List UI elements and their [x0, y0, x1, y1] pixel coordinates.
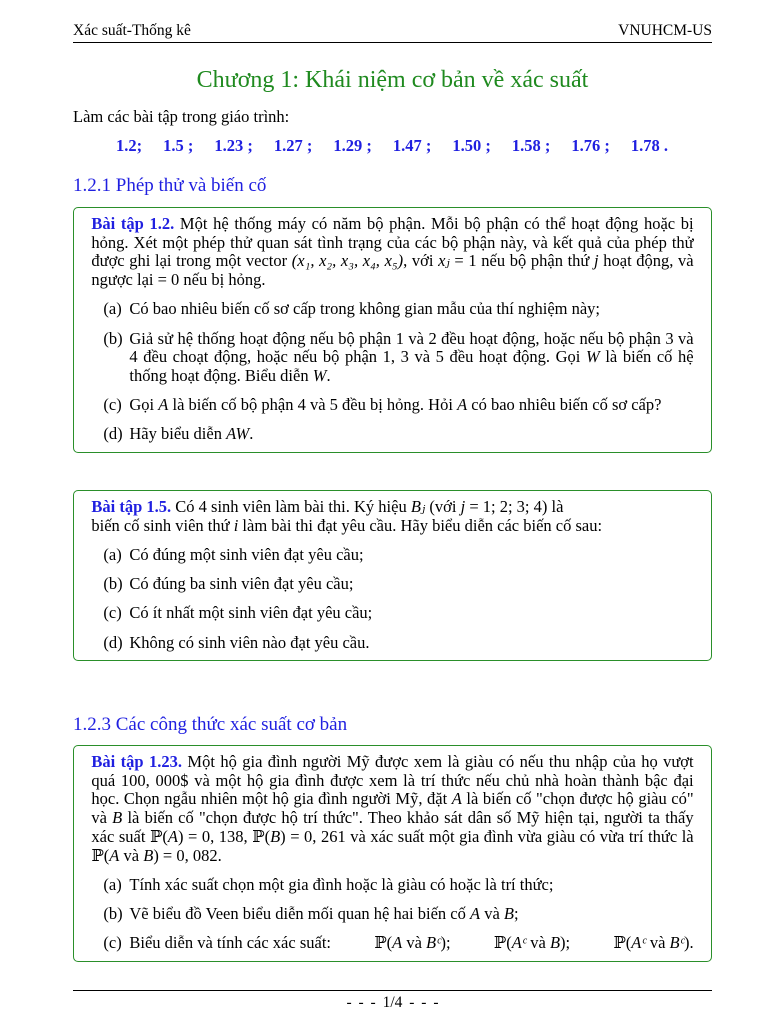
page-number: - - - 1/4 - - -: [346, 994, 439, 1011]
math-expression: B: [112, 808, 123, 828]
subquestion-marker: (a): [103, 299, 122, 319]
text-run: = 1 nếu bộ phận thứ: [449, 251, 595, 271]
text-run: Giả sử hệ thống hoạt động nếu bộ phận 1 và 2 đều hoạt động, hoặc nếu bộ phận 3 và 4 đều choạt động, hoặc nếu bộ phận 1, 3 và 5 đều hoạt động. Gọi: [129, 328, 694, 367]
math-expression: A: [451, 789, 462, 809]
text-run: Biểu diễn và tính các xác suất:: [129, 933, 331, 953]
subquestion-marker: (a): [103, 874, 122, 894]
text-run: là biến cố bộ phận 4 và 5 đều bị hỏng. Hỏi: [168, 395, 458, 415]
subquestion-b: [91, 575, 693, 594]
subquestion-marker: (b): [103, 328, 123, 348]
subquestion-a: [91, 876, 693, 895]
math-expression: xⱼ: [438, 251, 450, 271]
text-run: hoạt động, và ngược lại = 0 nếu bị hỏng.: [91, 251, 694, 290]
text-run: và: [402, 933, 427, 953]
subquestion-text: [129, 300, 693, 319]
subquestion-marker: (d): [103, 632, 123, 652]
subquestion-text: [129, 425, 693, 444]
section-heading: 1.2.1 Phép thử và biến cố: [73, 175, 267, 196]
exercise-number: 1.2;: [116, 136, 143, 155]
exercise-statement: [91, 215, 693, 290]
exercise-statement: [91, 498, 693, 535]
text-run: làm bài thi đạt yêu cầu. Hãy biểu diễn các biến cố sau:: [238, 515, 603, 535]
math-expression: A: [457, 395, 468, 415]
text-run: và: [119, 845, 144, 865]
text-run: là biến cố "chọn được hộ trí thức". Theo khảo sát dân số Mỹ hiện tại, người ta thấy xác suất ℙ(: [91, 808, 694, 846]
subquestion-d: [91, 634, 693, 653]
intro-text: Làm các bài tập trong giáo trình:: [73, 107, 290, 126]
math-expression: Bᶜ: [669, 933, 684, 953]
subquestion-marker: (d): [103, 424, 123, 444]
text-run: ℙ(: [613, 933, 632, 953]
text-run: ) = 0, 082.: [153, 845, 222, 865]
text-run: Vẽ biểu đồ Veen biểu diễn mối quan hệ hai biến cố: [129, 903, 470, 923]
text-run: Tính xác suất chọn một gia đình hoặc là giàu có hoặc là trí thức;: [129, 874, 554, 894]
subquestion-c: [91, 604, 693, 623]
text-run: ) = 0, 261 và xác suất một gia đình vừa giàu có vừa trí thức là ℙ(: [91, 826, 694, 865]
text-run: ) = 0, 138, ℙ(: [177, 826, 271, 846]
probability-expression: [494, 934, 570, 953]
subquestion-b: [91, 330, 693, 386]
text-run: là biến cố "chọn được hộ giàu có" và: [91, 789, 694, 828]
math-expression: Aᶜ: [631, 933, 646, 953]
exercise-label: Bài tập 1.5.: [91, 497, 172, 516]
exercise-number: 1.58 ;: [511, 136, 551, 155]
text-run: .: [326, 365, 331, 385]
math-expression: (x₁, x₂, x₃, x₄, x₅): [291, 251, 404, 271]
exercise-statement: [91, 753, 693, 865]
exercise-number: 1.27 ;: [273, 136, 313, 155]
text-run: và: [645, 933, 670, 953]
text-run: Có đúng ba sinh viên đạt yêu cầu;: [129, 574, 354, 594]
assigned-exercise-list: [116, 137, 668, 156]
subquestion-b: [91, 905, 693, 924]
text-run: Một hộ gia đình người Mỹ được xem là giàu có nếu thu nhập của họ vượt quá 100, 000$ và một hộ gia đình được xem là trí thức nếu chủ nhà hoàn thành bậc đại học. Chọn ngẫu nhiên một hộ gia đình người Mỹ, đặt: [91, 752, 694, 809]
math-expression: B: [503, 903, 515, 923]
math-expression: W: [312, 365, 327, 385]
subquestion-c: [91, 396, 693, 415]
subquestion-text: [129, 905, 693, 924]
text-run: ℙ(: [374, 933, 393, 953]
subquestion-marker: (a): [103, 544, 122, 564]
footer-rule: [73, 990, 712, 991]
math-expression: A: [392, 933, 403, 953]
subquestion-a: [91, 546, 693, 565]
text-run: Có 4 sinh viên làm bài thi. Ký hiệu: [171, 497, 411, 516]
text-run: và: [480, 903, 504, 923]
subquestion-text: [129, 604, 693, 623]
exercise-box-1-2: [73, 207, 712, 453]
text-run: .: [249, 424, 254, 444]
text-run: là biến cố hệ thống hoạt động. Biểu diễn: [129, 347, 694, 385]
subquestion-text: [129, 575, 693, 594]
text-run: );: [560, 933, 571, 953]
section-heading: 1.2.3 Các công thức xác suất cơ bản: [73, 714, 348, 735]
text-run: Có ít nhất một sinh viên đạt yêu cầu;: [129, 603, 373, 623]
math-expression: Aᶜ: [511, 933, 527, 953]
math-expression: W: [586, 347, 600, 367]
math-expression: A: [109, 845, 120, 865]
probability-expression: [374, 934, 450, 953]
subquestion-marker: (c): [103, 395, 122, 415]
exercise-number: 1.50 ;: [452, 136, 491, 155]
header-rule: [73, 42, 712, 43]
subquestion-text: [129, 876, 693, 895]
subquestion-text: [129, 546, 693, 565]
math-expression: i: [233, 515, 239, 535]
exercise-number: 1.29 ;: [333, 136, 372, 155]
text-run: Có đúng một sinh viên đạt yêu cầu;: [129, 544, 364, 564]
running-header-left: Xác suất-Thống kê: [73, 22, 191, 39]
text-run: Hãy biểu diễn: [129, 424, 227, 444]
text-run: );: [440, 933, 451, 953]
text-run: = 1; 2; 3; 4) là: [465, 497, 564, 516]
exercise-number: 1.76 ;: [571, 136, 610, 155]
math-expression: Bᶜ: [426, 933, 441, 953]
chapter-title: Chương 1: Khái niệm cơ bản về xác suất: [196, 67, 589, 93]
text-run: (với: [425, 497, 461, 516]
math-expression: AW: [226, 424, 250, 444]
text-run: Có bao nhiêu biến cố sơ cấp trong không gian mẫu của thí nghiệm này;: [129, 299, 601, 319]
math-expression: j: [594, 251, 599, 271]
exercise-box-1-23: [73, 745, 712, 962]
math-expression: A: [470, 903, 481, 923]
subquestion-text: [129, 396, 693, 415]
math-expression: B: [143, 845, 154, 865]
text-run: ).: [683, 933, 694, 953]
exercise-box-1-5: [73, 490, 712, 661]
text-run: và: [526, 933, 550, 953]
text-run: ℙ(: [493, 933, 512, 953]
subquestion-text: [129, 330, 693, 386]
text-run: biến cố sinh viên thứ: [91, 515, 234, 535]
math-expression: Bⱼ: [410, 497, 426, 516]
exercise-number: 1.47 ;: [392, 136, 432, 155]
text-run: , với: [403, 251, 439, 271]
running-header-right: VNUHCM-US: [618, 22, 712, 39]
math-expression: A: [167, 826, 178, 846]
exercise-number: 1.78 .: [630, 136, 668, 155]
exercise-label: Bài tập 1.2.: [91, 214, 175, 233]
math-expression: B: [270, 826, 281, 846]
text-run: Gọi: [129, 395, 159, 415]
math-expression: A: [158, 395, 169, 415]
subquestion-a: [91, 300, 693, 319]
subquestion-marker: (c): [103, 603, 122, 623]
text-run: Không có sinh viên nào đạt yêu cầu.: [129, 632, 370, 652]
math-expression: j: [460, 497, 466, 516]
subquestion-marker: (c): [103, 933, 122, 953]
exercise-number: 1.23 ;: [214, 136, 253, 155]
text-run: ;: [514, 903, 519, 923]
subquestion-text: [129, 634, 693, 653]
math-expression: B: [549, 933, 561, 953]
text-run: có bao nhiêu biến cố sơ cấp?: [467, 395, 662, 415]
exercise-number: 1.5 ;: [163, 136, 194, 155]
exercise-label: Bài tập 1.23.: [91, 752, 182, 771]
subquestion-d: [91, 425, 693, 444]
subquestion-text: [129, 934, 693, 953]
probability-expression: [613, 934, 693, 953]
subquestion-marker: (b): [103, 903, 123, 923]
text-run: Một hệ thống máy có năm bộ phận. Mỗi bộ phận có thể hoạt động hoặc bị hỏng. Xét một phép thử quan sát tình trạng của các bộ phận này, và kết quả của phép thử được ghi lại trong một vector: [91, 214, 694, 271]
subquestion-c: [91, 934, 693, 953]
subquestion-marker: (b): [103, 574, 123, 594]
